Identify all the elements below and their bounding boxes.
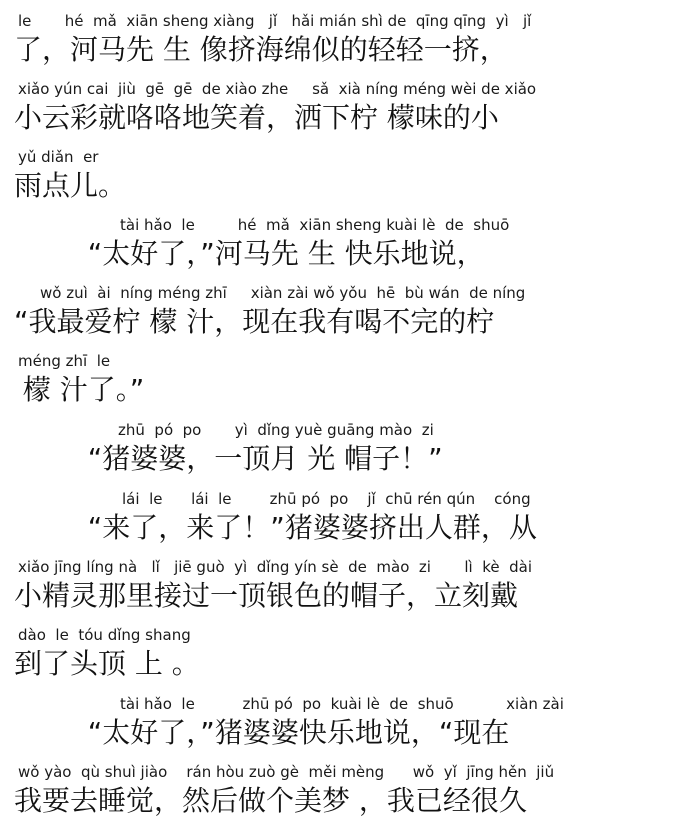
hanzi-line: “猪婆婆，一顶月 光 帽子！” [70, 442, 443, 475]
pinyin-line: wǒ yào qù shuì jiào rán hòu zuò gè měi mèng wǒ yǐ jīng hěn jiǔ [18, 763, 555, 781]
pinyin-line: xiǎo jīng líng nà lǐ jiē guò yì dǐng yín sè de mào zi lì kè dài [18, 558, 533, 576]
pinyin-line: tài hǎo le zhū pó po kuài lè de shuō xiàn zài [120, 695, 564, 713]
hanzi-line: 到了头顶 上 。 [14, 647, 200, 680]
hanzi-line: 小云彩就咯咯地笑着，洒下柠 檬味的小 [14, 101, 499, 134]
hanzi-line: “我最爱柠 檬 汁，现在我有喝不完的柠 [14, 305, 495, 338]
pinyin-line: yǔ diǎn er [18, 148, 99, 166]
hanzi-line: 雨点儿。 [14, 169, 127, 202]
hanzi-line: 小精灵那里接过一顶银色的帽子，立刻戴 [14, 579, 519, 612]
pinyin-line: dào le tóu dǐng shang [18, 626, 191, 644]
pinyin-line: le hé mǎ xiān sheng xiàng jǐ hǎi mián shì de qīng qīng yì jǐ [18, 12, 532, 30]
hanzi-line: “太好了，”河马先 生 快乐地说， [70, 237, 485, 270]
hanzi-line: “太好了，”猪婆婆快乐地说，“现在 [70, 716, 510, 749]
pinyin-line: lái le lái le zhū pó po jǐ chū rén qún cóng [122, 490, 531, 508]
hanzi-line: 了，河马先 生 像挤海绵似的轻轻一挤， [14, 33, 508, 66]
pinyin-line: xiǎo yún cai jiù gē gē de xiào zhe sǎ xià níng méng wèi de xiǎo [18, 80, 537, 98]
pinyin-line: wǒ zuì ài níng méng zhī xiàn zài wǒ yǒu hē bù wán de níng [40, 284, 526, 302]
pinyin-line: zhū pó po yì dǐng yuè guāng mào zi [118, 421, 434, 439]
hanzi-line: 我要去睡觉，然后做个美梦 ，我已经很久 [14, 784, 527, 817]
hanzi-line: “来了，来了！”猪婆婆挤出人群，从 [70, 511, 537, 544]
pinyin-line: méng zhī le [18, 352, 111, 370]
hanzi-line: 檬 汁了。” [14, 373, 145, 406]
pinyin-line: tài hǎo le hé mǎ xiān sheng kuài lè de shuō [120, 216, 510, 234]
